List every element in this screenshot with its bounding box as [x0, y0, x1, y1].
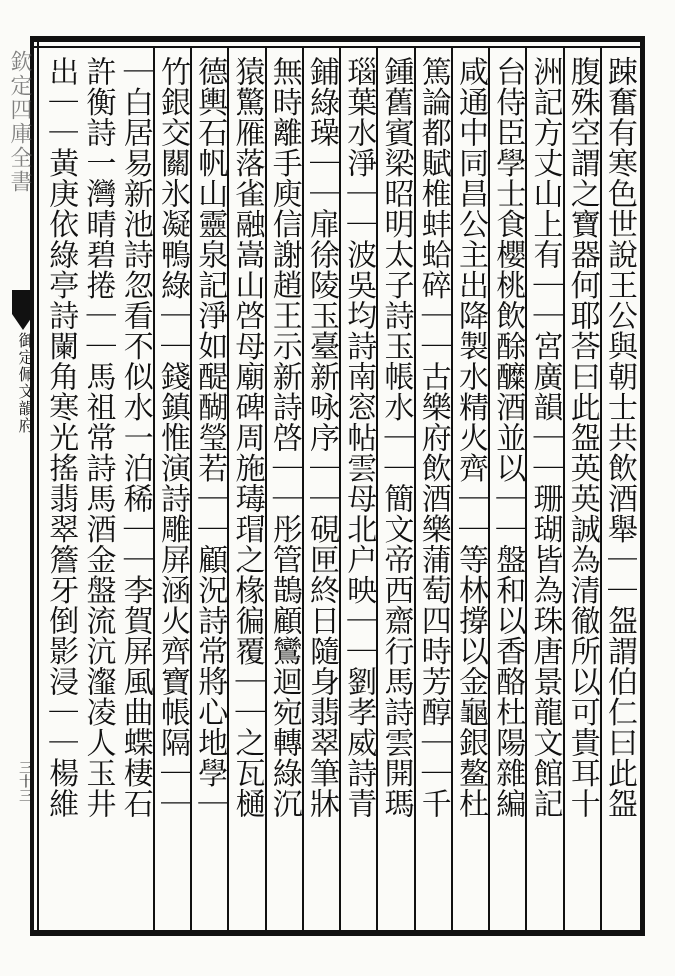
right-border: [640, 36, 645, 936]
text-column-1: 踈奮有寒色世說王公與朝士共飲酒舉｜｜盌謂伯仁曰此盌: [602, 56, 637, 819]
book-title: 御定佩文韻府: [16, 332, 35, 434]
text-column-2: 腹殊空謂之寶器何耶荅曰此盌英英誠為清徹所以可貴耳十: [564, 56, 600, 819]
margin-rule: [37, 36, 39, 936]
text-column-10: 無時離手庾信謝趙王示新詩啓｜｜彤管鵲顧鸞迴宛轉綠沉: [266, 56, 302, 819]
text-column-16: 出｜｜黃庚依綠亭詩闌角寒光搖翡翠簷牙倒影浸｜｜楊維: [43, 56, 79, 819]
text-column-9: 鋪綠璪｜｜扉徐陵玉臺新咏序｜｜硯匣終日隨身翡翠筆牀: [304, 56, 339, 819]
text-column-11: 猿驚雁落雀融嵩山啓母廟碑周施瑇瑁之椽徧覆｜｜之瓦樋: [229, 56, 265, 819]
bottom-border: [30, 930, 642, 936]
text-column-6: 篤論都賦椎蚌蛤碎｜｜古樂府飲酒樂蒲萄四時芳醇｜｜千: [415, 56, 451, 819]
page-number: 三十三: [17, 760, 33, 802]
text-column-5: 咸通中同昌公主出降製水精火齊｜｜等林撐以金龜銀鳌杜: [453, 56, 488, 819]
top-border: [30, 36, 642, 42]
top-border-inner: [30, 46, 642, 48]
text-column-4: 台侍臣學士食櫻桃飲酴醾酒並以｜｜盤和以香酪杜陽雜編: [490, 56, 526, 819]
text-column-14: ｜白居易新池詩忽看不似水一泊稀｜｜李賀屏風曲蝶棲石: [117, 56, 153, 819]
text-column-7: 鍾舊賓梁昭明太子詩玉帳水｜｜簡文帝西齋行馬詩雲開瑪: [378, 56, 414, 819]
margin-title-fragment: 欽定四庫全書: [7, 50, 32, 194]
fishtail-mark-icon: [12, 290, 34, 330]
text-column-12: 德輿石帆山靈泉記淨如醍醐瑩若｜｜顧況詩常將心地學｜: [192, 56, 228, 819]
text-column-3: 洲記方丈山上有｜｜宮廣韻｜｜珊瑚皆為珠唐景龍文館記: [527, 56, 563, 819]
text-column-8: 瑙葉水淨｜｜波吳均詩南窓帖雲母北户映｜｜劉孝威詩青: [341, 56, 377, 819]
text-column-13: 竹銀交關氷凝鴨綠｜｜錢鎮惟演詩雕屏涵火齊寶帳隔｜｜: [155, 56, 190, 819]
text-column-15: 許衡詩一灣晴碧捲｜｜馬祖常詩馬酒金盤流沆瀣凌人玉井: [80, 56, 116, 819]
